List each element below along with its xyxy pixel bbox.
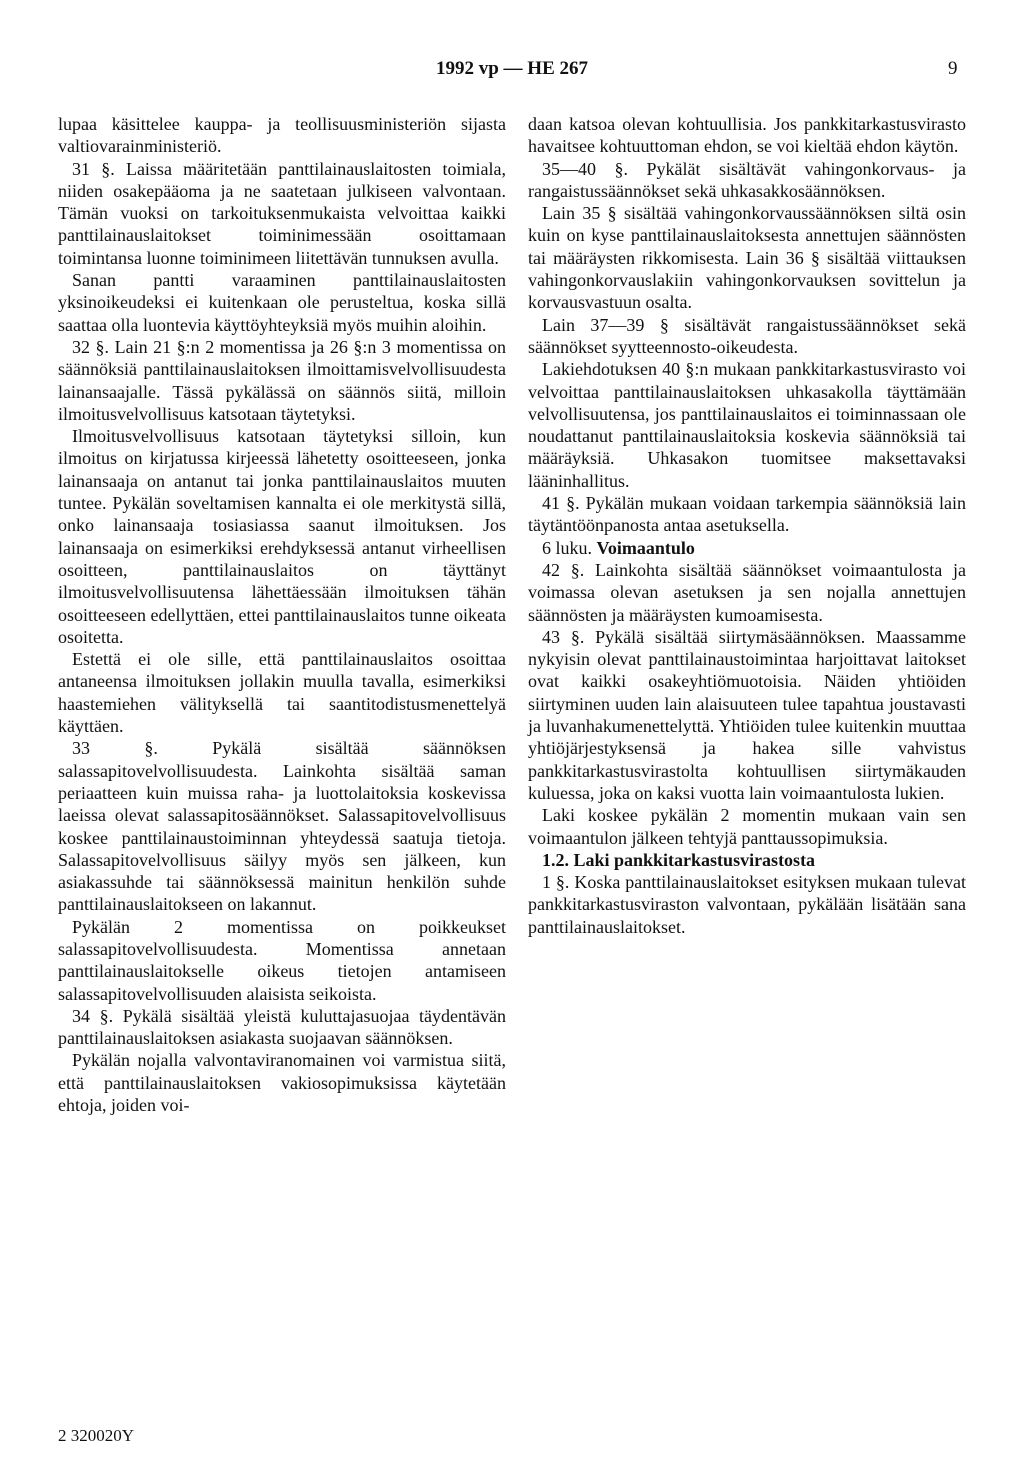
left-column — [58, 113, 506, 1116]
paragraph: Estettä ei ole sille, että panttilainauslaitos osoittaa antaneensa ilmoituksen jollakin muulla tavalla, esimerkiksi haastemiehen välityksellä tai saantitodistusmenettelyä käyttäen. — [58, 649, 506, 737]
chapter-heading — [528, 537, 966, 559]
paragraph: Lakiehdotuksen 40 §:n mukaan pankkitarkastusvirasto voi velvoittaa panttilainauslaitoksen uhkasakolla täyttämään velvollisuutensa, jos panttilainauslaitos ei toiminnassaan ole noudattanut panttilainauslaitoksia koskevia säännöksiä tai määräyksiä. Uhkasakon tuomitsee maksettavaksi lääninhallitus. — [528, 359, 966, 491]
paragraph: 32 §. Lain 21 §:n 2 momentissa ja 26 §:n 3 momentissa on säännöksiä panttilainauslaitoksen ilmoittamisvelvollisuudesta lainansaajalle. Tässä pykälässä on säännös siitä, milloin ilmoitusvelvollisuus katsotaan täytetyksi. — [58, 336, 506, 424]
paragraph: Pykälän nojalla valvontaviranomainen voi varmistua siitä, että panttilainauslaitoksen vakiosopimuksissa käytetään ehtoja, joiden voi- — [58, 1050, 506, 1116]
paragraph: 42 §. Lainkohta sisältää säännökset voimaantulosta ja voimassa olevan asetuksen ja sen nojalla annettujen säännösten ja määräysten kumoamisesta. — [528, 559, 966, 625]
subsection-title: Laki pankkitarkastusvirastosta — [573, 849, 816, 870]
paragraph: Lain 35 § sisältää vahingonkorvaussäännöksen siltä osin kuin on kyse panttilainauslaitoksesta annettujen säännösten tai määräysten rikkomisesta. Lain 36 § sisältää viittauksen vahingonkorvauslakiin vahingonkorvauksen sovittelun ja korvausvastuun osalta. — [528, 203, 966, 313]
paragraph: Ilmoitusvelvollisuus katsotaan täytetyksi silloin, kun ilmoitus on kirjatussa kirjeessä lähetetty osoitteeseen, jonka lainansaaja on antanut tai jonka panttilainauslaitos muuten tuntee. Pykälän soveltamisen kannalta ei ole merkitystä sillä, onko lainansaaja tosiasiassa saanut ilmoituksen. Jos lainansaaja on esimerkiksi erehdyksessä antanut virheellisen osoitteen, panttilainauslaitos on täyttänyt ilmoitusvelvollisuutensa lähettäessään ilmoituksen tähän osoitteeseen edellyttäen, ettei panttilainauslaitos tunne oikeata osoitetta. — [58, 426, 506, 647]
footer-code: 2 320020Y — [58, 1426, 135, 1445]
paragraph: 1 §. Koska panttilainauslaitokset esityksen mukaan tulevat pankkitarkastusviraston valvontaan, pykälään lisätään sana panttilainauslaitokset. — [528, 872, 966, 937]
paragraph: Pykälän 2 momentissa on poikkeukset salassapitovelvollisuudesta. Momentissa annetaan panttilainauslaitokselle oikeus tietojen antamiseen salassapitovelvollisuuden alaisista seikoista. — [58, 916, 506, 1004]
paragraph: Laki koskee pykälän 2 momentin mukaan vain sen voimaantulon jälkeen tehtyjä panttaussopimuksia. — [528, 805, 966, 848]
paragraph: lupaa käsittelee kauppa- ja teollisuusministeriön sijasta valtiovarainministeriö. — [58, 114, 506, 157]
paragraph: 33 §. Pykälä sisältää säännöksen salassapitovelvollisuudesta. Lainkohta sisältää saman periaatteen kuin muissa raha- ja luottolaitoksia koskevissa laeissa olevat salassapitosäännökset. Salassapitovelvollisuus koskee panttilainaustoiminnan yhteydessä saatuja tietoja. Salassapitovelvollisuus säilyy myös sen jälkeen, kun asiakassuhde tai säännöksessä mainitun henkilön suhde panttilainauslaitokseen on lakannut. — [58, 738, 506, 915]
paragraph: Sanan pantti varaaminen panttilainauslaitosten yksinoikeudeksi ei kuitenkaan ole perusteltua, koska sillä saattaa olla luontevia käyttöyhteyksiä myös muihin aloihin. — [58, 270, 506, 335]
paragraph: Lain 37—39 § sisältävät rangaistussäännökset sekä säännökset syytteennosto-oikeudesta. — [528, 314, 966, 357]
page-number: 9 — [948, 58, 958, 79]
subsection-heading — [528, 849, 966, 871]
subsection-number: 1.2. — [542, 849, 569, 870]
chapter-number: 6 luku. — [542, 537, 593, 558]
paragraph: 41 §. Pykälän mukaan voidaan tarkempia säännöksiä lain täytäntöönpanosta antaa asetuksella. — [528, 493, 966, 536]
paragraph: 31 §. Laissa määritetään panttilainauslaitosten toimiala, niiden osakepääoma ja ne saatetaan julkiseen valvontaan. Tämän vuoksi on tarkoituksenmukaista velvoittaa kaikki panttilainauslaitokset toiminimessään osoittamaan toimintansa luonne toiminimeen liitettävän tunnuksen avulla. — [58, 158, 506, 268]
paragraph: daan katsoa olevan kohtuullisia. Jos pankkitarkastusvirasto havaitsee kohtuuttoman ehdon, se voi kieltää ehdon käytön. — [528, 114, 966, 157]
paragraph: 43 §. Pykälä sisältää siirtymäsäännöksen. Maassamme nykyisin olevat panttilainaustoimintaa harjoittavat laitokset ovat kaikki osakeyhtiömuotoisia. Näiden yhtiöiden siirtyminen uuden lain alaisuuteen tulee tapahtua joustavasti ja luvanhakumenettelyttä. Yhtiöiden tulee kuitenkin muuttaa yhtiöjärjestyksensä ja hakea sille vahvistus pankkitarkastusvirastolta kohtuullisen siirtymäkauden kuluessa, joka on kaksi vuotta lain voimaantulosta lukien. — [528, 626, 966, 803]
chapter-title: Voimaantulo — [596, 537, 695, 558]
document-title: 1992 vp — HE 267 — [435, 58, 589, 79]
paragraph: 35—40 §. Pykälät sisältävät vahingonkorvaus- ja rangaistussäännökset sekä uhkasakkosäännöksen. — [528, 158, 966, 201]
page-header — [0, 58, 1024, 88]
right-column — [528, 113, 966, 938]
paragraph: 34 §. Pykälä sisältää yleistä kuluttajasuojaa täydentävän panttilainauslaitoksen asiakasta suojaavan säännöksen. — [58, 1005, 506, 1049]
